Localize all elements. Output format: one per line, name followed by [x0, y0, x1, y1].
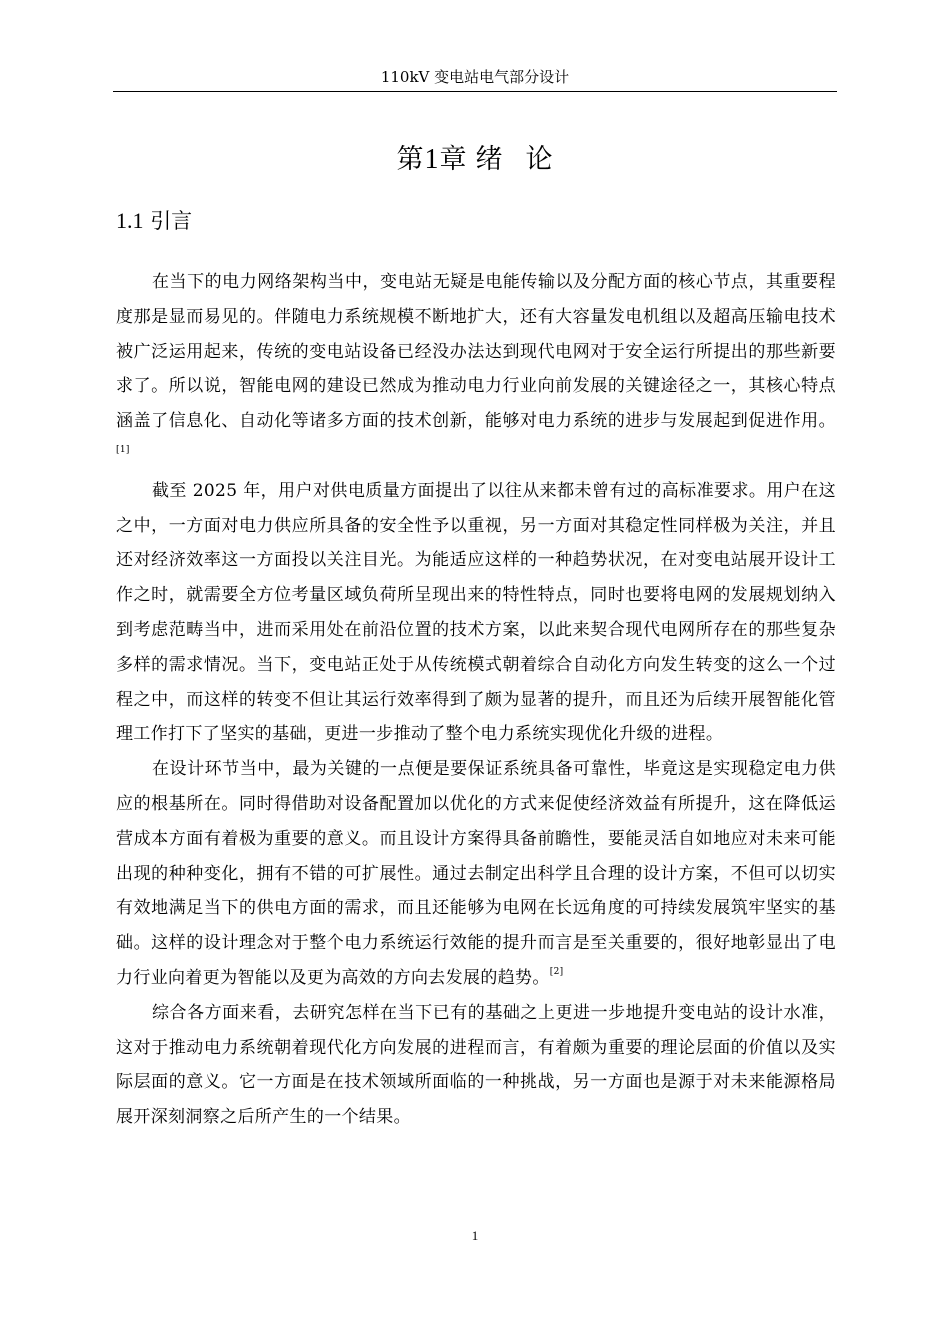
paragraph: 综合各方面来看，去研究怎样在当下已有的基础之上更进一步地提升变电站的设计水准，这对于推动电力系统朝着现代化方向发展的进程而言，有着颇为重要的理论层面的价值以及实际层面的意义。它一方面是在技术领域所面临的一种挑战，另一方面也是源于对未来能源格局展开深刻洞察之后所产生的一个结果。: [116, 1002, 836, 1128]
chapter-prefix: 第: [396, 144, 425, 175]
chapter-title: [0, 142, 950, 178]
section-heading: [116, 206, 192, 236]
page-number: 1: [471, 1228, 479, 1243]
chapter-number: 1: [424, 144, 440, 175]
paragraph: 在设计环节当中，最为关键的一点便是要保证系统具备可靠性，毕竟这是实现稳定电力供应的根基所在。同时得借助对设备配置加以优化的方式来促使经济效益有所提升，这在降低运营成本方面有着极为重要的意义。而且设计方案得具备前瞻性，要能灵活自如地应对未来可能出现的种种变化，拥有不错的可扩展性。通过去制定出科学且合理的设计方案，不但可以切实有效地满足当下的供电方面的需求，而且还能够为电网在长远角度的可持续发展筑牢坚实的基础。这样的设计理念对于整个电力系统运行效能的提升而言是至关重要的，很好地彰显出了电力行业向着更为智能以及更为高效的方向去发展的趋势。[2]: [116, 759, 836, 988]
paragraph: 在当下的电力网络架构当中，变电站无疑是电能传输以及分配方面的核心节点，其重要程度那是显而易见的。伴随电力系统规模不断地扩大，还有大容量发电机组以及超高压输电技术被广泛运用起来，传统的变电站设备已经没办法达到现代电网对于安全运行所提出的那些新要求了。所以说，智能电网的建设已然成为推动电力行业向前发展的关键途径之一，其核心特点涵盖了信息化、自动化等诸多方面的技术创新，能够对电力系统的进步与发展起到促进作用。[1]: [116, 272, 836, 455]
citation-ref[interactable]: [2]: [549, 966, 564, 977]
paragraph: 截至 2025 年，用户对供电质量方面提出了以往从来都未曾有过的高标准要求。用户在这之中，一方面对电力供应所具备的安全性予以重视，另一方面对其稳定性同样极为关注，并且还对经济效率这一方面投以关注目光。为能适应这样的一种趋势状况，在对变电站展开设计工作之时，就需要全方位考量区域负荷所呈现出来的特性特点，同时也要将电网的发展规划纳入到考虑范畴当中，进而采用处在前沿位置的技术方案，以此来契合现代电网所存在的那些复杂多样的需求情况。当下，变电站正处于从传统模式朝着综合自动化方向发生转变的这么一个过程之中，而这样的转变不但让其运行效率得到了颇为显著的提升，而且还为后续开展智能化管理工作打下了坚实的基础，更进一步推动了整个电力系统实现优化升级的进程。: [116, 480, 836, 745]
section-number: 1.1: [116, 208, 144, 233]
citation-ref[interactable]: [1]: [116, 444, 130, 455]
header-title: 110kV 变电站电气部分设计: [380, 68, 570, 86]
chapter-title-a: 绪: [475, 144, 504, 175]
body-text: [116, 265, 836, 1135]
running-header: [113, 66, 837, 92]
section-title: 引言: [150, 209, 193, 233]
chapter-word: 章: [439, 144, 468, 175]
chapter-title-b: 论: [525, 144, 554, 175]
